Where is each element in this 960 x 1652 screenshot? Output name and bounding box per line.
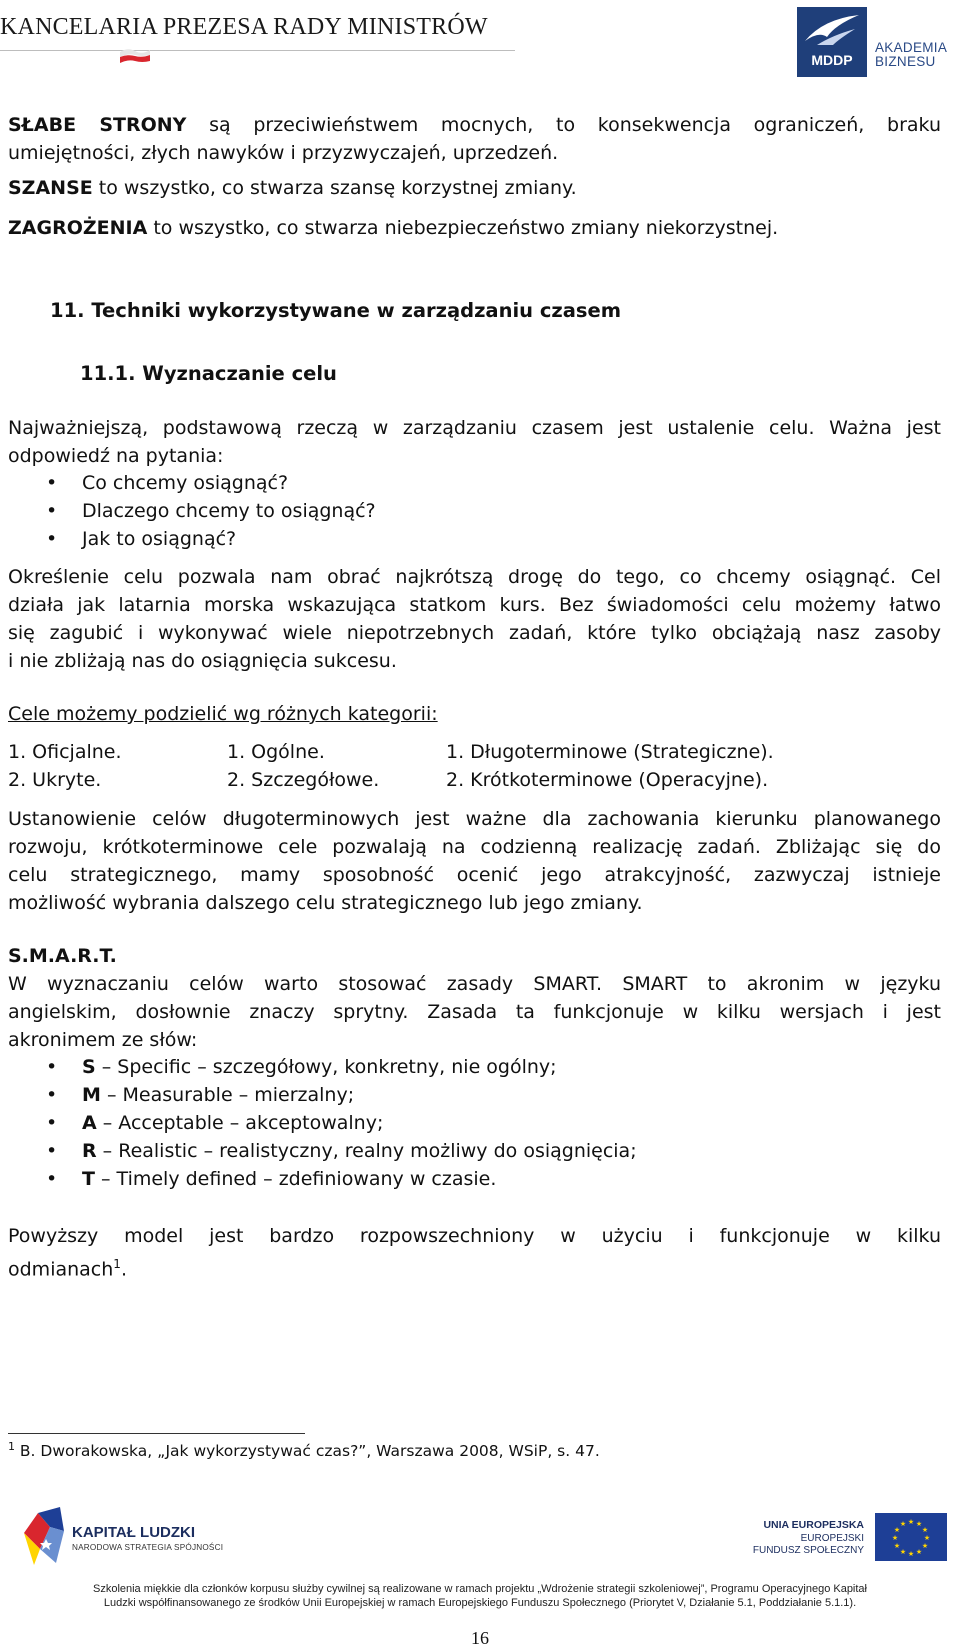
paragraph-opportunities <box>8 174 577 202</box>
kapital-ludzki-emblem-icon <box>20 1505 68 1569</box>
polish-flag-icon <box>118 44 152 64</box>
footnote-rule <box>8 1433 305 1434</box>
project-note-line1: Szkolenia miękkie dla członków korpusu służby cywilnej są realizowane w ramach projektu „Wdrożenie strategii szkoleniowej”, Programu Operacyjnego Kapitał <box>92 1583 867 1595</box>
subsection-heading: 11.1. Wyznaczanie celu <box>80 362 337 385</box>
question-item: Co chcemy osiągnąć? <box>82 472 289 494</box>
paragraph-goal-def-line3: się zagubić i wykonywać wiele niepotrzebnych zadań, które tylko obciążają nasz zasoby <box>8 622 941 644</box>
paragraph-weaknesses <box>8 111 941 139</box>
paragraph-goal-def-line4: i nie zbliżają nas do osiągnięcia sukcesu. <box>8 650 397 672</box>
text: to wszystko, co stwarza szansę korzystnej zmiany. <box>92 177 577 199</box>
bullet-icon: • <box>46 528 58 550</box>
svg-text:★: ★ <box>923 1534 931 1542</box>
page-number: 16 <box>471 1628 489 1648</box>
bullet-icon: • <box>46 1056 58 1078</box>
smart-item <box>82 1109 383 1137</box>
smart-letter: S <box>82 1056 96 1078</box>
text: odmianach <box>8 1258 114 1281</box>
bullet-icon: • <box>46 1084 58 1106</box>
question-item: Jak to osiągnąć? <box>82 528 237 550</box>
footnote-ref[interactable]: 1 <box>113 1257 121 1271</box>
smart-text: – Acceptable – akceptowalny; <box>96 1112 384 1134</box>
question-item: Dlaczego chcemy to osiągnąć? <box>82 500 376 522</box>
paragraph-longterm-line3: celu strategicznego, mamy sposobność ocenić jego atrakcyjność, zazwyczaj istnieje <box>8 864 941 886</box>
smart-text: – Timely defined – zdefiniowany w czasie. <box>94 1168 497 1190</box>
smart-letter: T <box>82 1168 95 1190</box>
biznesu-label: BIZNESU <box>875 54 936 69</box>
bullet-icon: • <box>46 1140 58 1162</box>
section-heading: 11. Techniki wykorzystywane w zarządzaniu czasem <box>50 299 622 322</box>
header-rule <box>0 50 515 51</box>
akademia-label: AKADEMIA <box>875 40 948 55</box>
svg-text:★: ★ <box>921 1526 929 1534</box>
svg-text:★: ★ <box>899 1548 907 1556</box>
kapital-ludzki-title: KAPITAŁ LUDZKI <box>72 1524 196 1541</box>
smart-item <box>82 1165 496 1193</box>
text: . <box>120 1258 127 1281</box>
svg-text:★: ★ <box>921 1542 929 1550</box>
category-item: 2. Szczegółowe. <box>227 769 380 791</box>
kapital-ludzki-subtitle: NARODOWA STRATEGIA SPÓJNOŚCI <box>72 1543 224 1552</box>
paragraph-goal-def-line1: Określenie celu pozwala nam obrać najkrótszą drogę do tego, co chcemy osiągnąć. Cel <box>8 566 941 588</box>
paragraph-smart-line1: W wyznaczaniu celów warto stosować zasady SMART. SMART to akronim w języku <box>8 973 941 995</box>
text: to wszystko, co stwarza niebezpieczeństwo zmiany niekorzystnej. <box>147 217 779 239</box>
project-note-line2: Ludzki współfinansowanego ze środków Unii Europejskiej w ramach Europejskiego Funduszu Społecznego (Priorytet V, Działanie 5.1, Poddziałanie 5.1.1). <box>103 1597 857 1609</box>
paragraph-goal-def-line2: działa jak latarnia morska wskazująca statkom kurs. Bez świadomości celu możemy łatwo <box>8 594 941 616</box>
paragraph-longterm-line2: rozwoju, krótkoterminowe cele pozwalają na codzienną realizację zadań. Zbliżając się do <box>8 836 941 858</box>
mddp-label: MDDP <box>811 52 853 68</box>
smart-text: – Measurable – mierzalny; <box>100 1084 355 1106</box>
svg-text:★: ★ <box>899 1520 907 1528</box>
category-item: 1. Oficjalne. <box>8 741 122 763</box>
paragraph-threats <box>8 214 778 242</box>
paragraph-weaknesses-line2: umiejętności, złych nawyków i przyzwyczajeń, uprzedzeń. <box>8 142 559 164</box>
smart-letter: R <box>82 1140 97 1162</box>
paragraph-goal-line1: Najważniejszą, podstawową rzeczą w zarządzaniu czasem jest ustalenie celu. Ważna jest <box>8 417 941 439</box>
term-threats: ZAGROŻENIA <box>8 217 148 239</box>
smart-text: – Specific – szczegółowy, konkretny, nie ogólny; <box>95 1056 557 1078</box>
eu-label: UNIA EUROPEJSKA <box>763 1519 864 1531</box>
bullet-icon: • <box>46 500 58 522</box>
esf-label-line1: EUROPEJSKI <box>800 1533 864 1544</box>
svg-text:★: ★ <box>891 1534 899 1542</box>
svg-text:★: ★ <box>907 1518 915 1526</box>
term-opportunities: SZANSE <box>8 177 93 199</box>
paragraph-smart-line2: angielskim, dosłownie znaczy sprytny. Zasada ta funkcjonuje w kilku wersjach i jest <box>8 1001 941 1023</box>
svg-text:★: ★ <box>893 1526 901 1534</box>
eu-flag-icon <box>875 1513 947 1561</box>
header-title: KANCELARIA PREZESA RADY MINISTRÓW <box>0 14 488 40</box>
svg-text:★: ★ <box>915 1520 923 1528</box>
esf-label-line2: FUNDUSZ SPOŁECZNY <box>752 1545 864 1556</box>
paragraph-model-line2 <box>8 1250 127 1283</box>
svg-text:★: ★ <box>915 1548 923 1556</box>
paragraph-longterm-line4: możliwość wybrania dalszego celu strategicznego lub jego zmiany. <box>8 892 643 914</box>
text: są przeciwieństwem mocnych, to konsekwencja ograniczeń, braku <box>186 114 941 136</box>
svg-text:★: ★ <box>907 1550 915 1558</box>
category-item: 2. Krótkoterminowe (Operacyjne). <box>446 769 769 791</box>
bird-icon <box>797 7 867 51</box>
smart-text: – Realistic – realistyczny, realny możliwy do osiągnięcia; <box>96 1140 637 1162</box>
smart-item <box>82 1081 354 1109</box>
footnote-text: B. Dworakowska, „Jak wykorzystywać czas?”, Warszawa 2008, WSiP, s. 47. <box>15 1442 600 1461</box>
smart-heading: S.M.A.R.T. <box>8 945 117 967</box>
footnote-mark: 1 <box>8 1440 15 1453</box>
term-weaknesses: SŁABE STRONY <box>8 114 187 136</box>
paragraph-longterm-line1: Ustanowienie celów długoterminowych jest ważne dla zachowania kierunku planowanego <box>8 808 941 830</box>
paragraph-model-line1: Powyższy model jest bardzo rozpowszechniony w użyciu i funkcjonuje w kilku <box>8 1225 941 1247</box>
bullet-icon: • <box>46 472 58 494</box>
category-item: 1. Długoterminowe (Strategiczne). <box>446 741 774 763</box>
eu-stars-icon <box>875 1513 947 1561</box>
paragraph-smart-line3: akronimem ze słów: <box>8 1029 198 1051</box>
smart-item <box>82 1137 637 1165</box>
categories-heading: Cele możemy podzielić wg różnych kategorii: <box>8 703 438 725</box>
paragraph-goal-line2: odpowiedź na pytania: <box>8 445 224 467</box>
smart-item <box>82 1053 557 1081</box>
svg-text:★: ★ <box>893 1542 901 1550</box>
bullet-icon: • <box>46 1168 58 1190</box>
smart-letter: A <box>82 1112 97 1134</box>
bullet-icon: • <box>46 1112 58 1134</box>
category-item: 1. Ogólne. <box>227 741 325 763</box>
smart-letter: M <box>82 1084 101 1106</box>
category-item: 2. Ukryte. <box>8 769 102 791</box>
footnote <box>8 1440 600 1460</box>
